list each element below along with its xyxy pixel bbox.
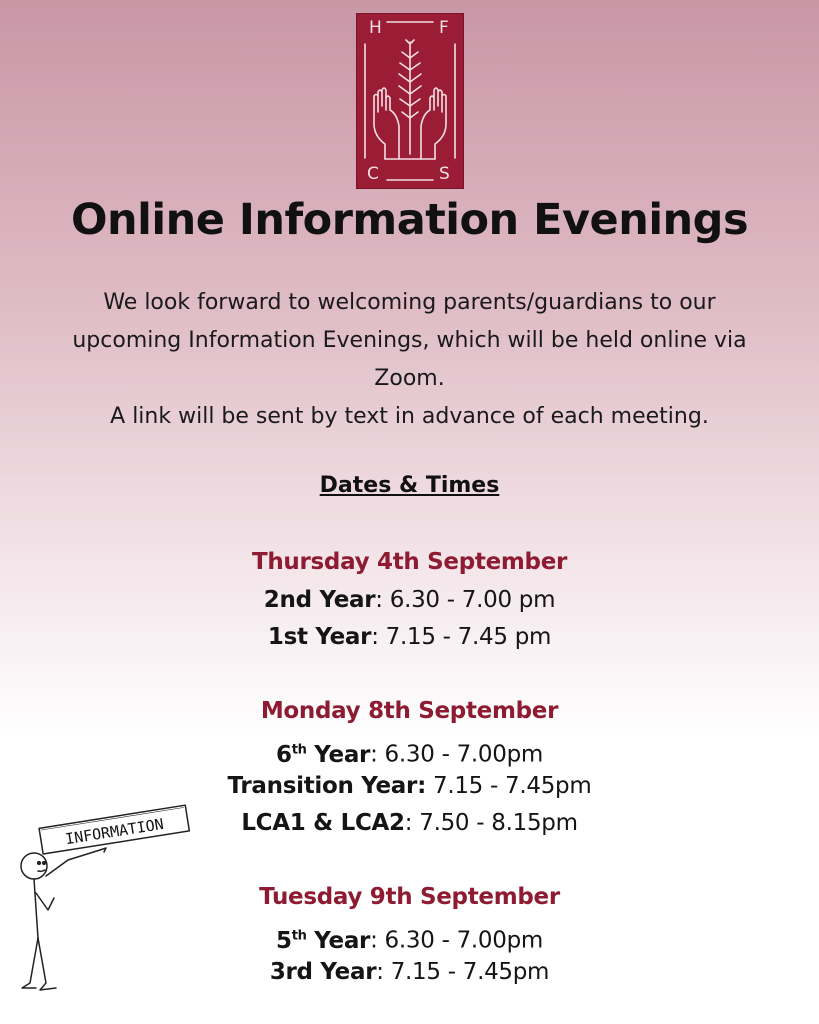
session-year: 3rd Year <box>269 959 377 985</box>
session-time: 7.15 - 7.45pm <box>425 773 592 799</box>
session-time: 7.50 - 8.15pm <box>412 810 578 836</box>
school-logo <box>356 13 464 189</box>
session-year-suffix: th <box>291 928 307 943</box>
session-year: Transition Year: <box>227 773 426 799</box>
schedule-session <box>0 731 819 768</box>
session-year-word: Year <box>306 927 371 954</box>
session-time: 7.15 - 7.45 pm <box>378 624 552 650</box>
logo-letter-h: H <box>369 18 382 38</box>
logo-letter-f: F <box>439 18 449 38</box>
schedule-day: Tuesday 9th September <box>259 884 560 910</box>
session-year: LCA1 & LCA2 <box>241 810 405 836</box>
session-year-word: Year <box>306 741 371 768</box>
session-sep: : <box>370 741 378 768</box>
information-figure-illustration <box>8 798 198 998</box>
schedule-day: Monday 8th September <box>260 698 559 724</box>
session-sep: : <box>370 927 378 954</box>
session-year: 2nd Year <box>263 587 376 613</box>
schedule-block-thursday <box>0 542 819 656</box>
session-year-suffix: th <box>291 742 307 757</box>
session-year-number: 6 <box>275 741 292 768</box>
intro-line: We look forward to welcoming parents/guardians to our <box>103 290 716 315</box>
session-time: 6.30 - 7.00 pm <box>382 587 556 613</box>
schedule-session <box>0 619 819 656</box>
session-year-number: 5 <box>275 927 292 954</box>
intro-line: upcoming Information Evenings, which will be held online via <box>72 328 747 353</box>
session-time: 6.30 - 7.00pm <box>377 927 544 954</box>
session-sep: : <box>371 624 379 650</box>
dates-times-heading: Dates & Times <box>319 473 500 498</box>
session-time: 7.15 - 7.45pm <box>383 959 550 985</box>
hands-wheat-icon <box>357 14 463 188</box>
sign-text: INFORMATION <box>64 814 165 849</box>
schedule-day: Thursday 4th September <box>251 549 568 575</box>
session-sep: : <box>404 810 413 836</box>
session-time: 6.30 - 7.00pm <box>377 741 544 768</box>
session-sep: : <box>375 587 383 613</box>
intro-line: Zoom. <box>374 366 445 391</box>
session-year: 1st Year <box>267 624 372 650</box>
session-sep: : <box>376 959 384 985</box>
intro-line: A link will be sent by text in advance of each meeting. <box>110 404 709 429</box>
session-year <box>276 742 370 768</box>
logo-letter-c: C <box>367 164 379 184</box>
page-title: Online Information Evenings <box>70 195 749 245</box>
schedule-session <box>0 582 819 619</box>
session-year <box>276 928 370 954</box>
intro-text <box>20 284 799 436</box>
logo-letter-s: S <box>439 164 450 184</box>
